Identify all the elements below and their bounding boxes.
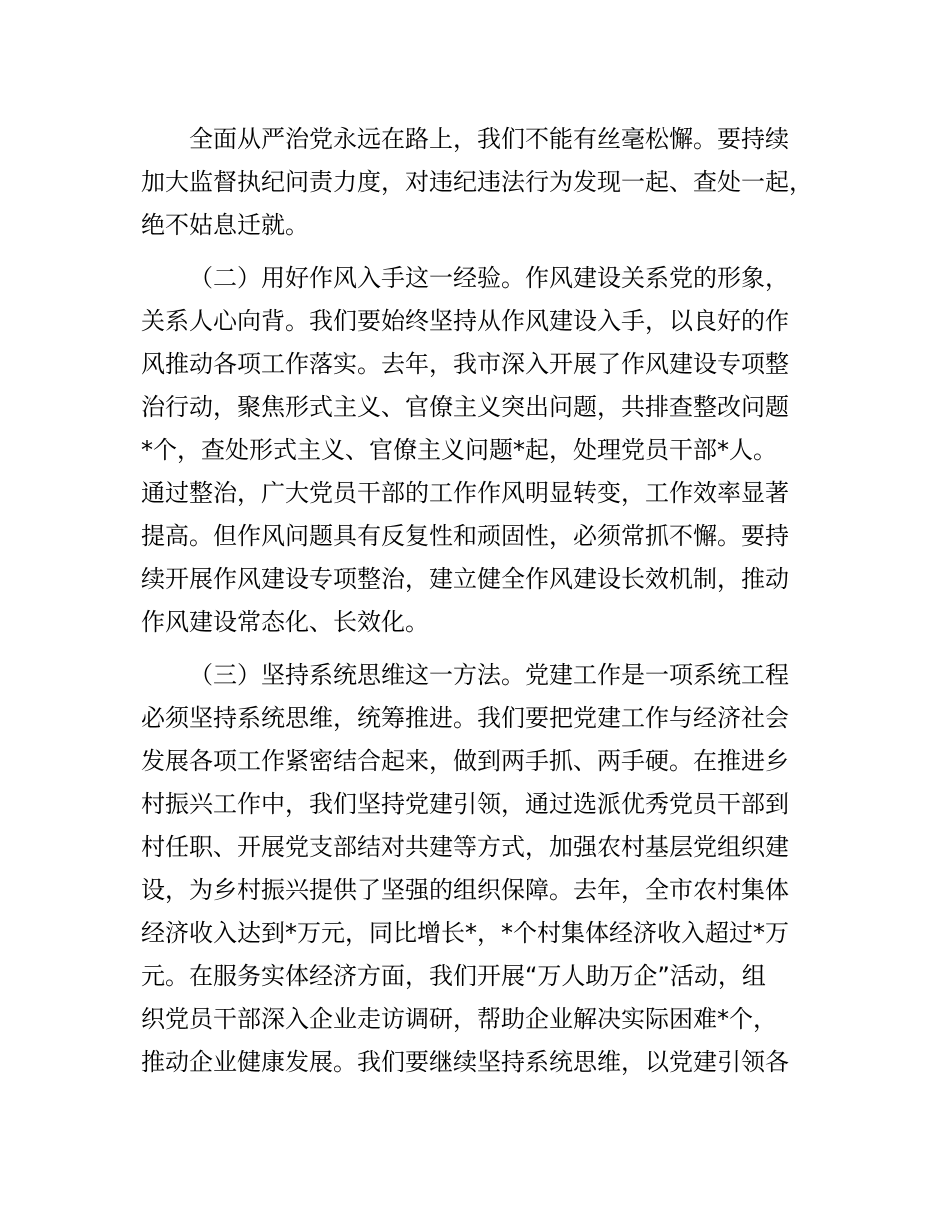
text-line: 加大监督执纪问责力度，对违纪违法行为发现一起、查处一起， [141, 168, 813, 196]
document-body [141, 118, 821, 1084]
text-line: 关系人心向背。我们要始终坚持从作风建设入手，以良好的作 [141, 307, 789, 335]
text-line: 续开展作风建设专项整治，建立健全作风建设长效机制，推动 [141, 565, 789, 593]
text-line: 通过整治，广大党员干部的工作作风明显转变，工作效率显著 [141, 479, 789, 507]
text-line: 绝不姑息迁就。 [141, 211, 309, 239]
text-line: 推动企业健康发展。我们要继续坚持系统思维，以党建引领各 [141, 1048, 789, 1076]
paragraph-1 [141, 118, 821, 247]
paragraph-2 [141, 257, 821, 644]
text-line: 元。在服务实体经济方面，我们开展“万人助万企”活动，组 [141, 962, 766, 990]
text-line: 村振兴工作中，我们坚持党建引领，通过选派优秀党员干部到 [141, 790, 789, 818]
text-line: 必须坚持系统思维，统筹推进。我们要把党建工作与经济社会 [141, 704, 789, 732]
paragraph-3 [141, 654, 821, 1084]
paragraph-spacer [141, 247, 821, 257]
text-line: 设，为乡村振兴提供了坚强的组织保障。去年，全市农村集体 [141, 876, 789, 904]
text-line: 风推动各项工作落实。去年，我市深入开展了作风建设专项整 [141, 350, 789, 378]
text-line: 提高。但作风问题具有反复性和顽固性，必须常抓不懈。要持 [141, 522, 789, 550]
text-line: 全面从严治党永远在路上，我们不能有丝毫松懈。要持续 [189, 125, 789, 153]
text-line: 作风建设常态化、长效化。 [141, 608, 429, 636]
section-heading-line: （二）用好作风入手这一经验。作风建设关系党的形象， [189, 264, 789, 292]
text-line: 经济收入达到*万元，同比增长*，*个村集体经济收入超过*万 [141, 919, 789, 947]
text-line: 织党员干部深入企业走访调研，帮助企业解决实际困难*个， [141, 1005, 777, 1033]
text-line: 发展各项工作紧密结合起来，做到两手抓、两手硬。在推进乡 [141, 747, 789, 775]
text-line: 村任职、开展党支部结对共建等方式，加强农村基层党组织建 [141, 833, 789, 861]
text-line: *个，查处形式主义、官僚主义问题*起，处理党员干部*人。 [141, 436, 777, 464]
paragraph-spacer [141, 644, 821, 654]
section-heading-line: （三）坚持系统思维这一方法。党建工作是一项系统工程 [189, 661, 789, 689]
text-line: 治行动，聚焦形式主义、官僚主义突出问题，共排查整改问题 [141, 393, 789, 421]
